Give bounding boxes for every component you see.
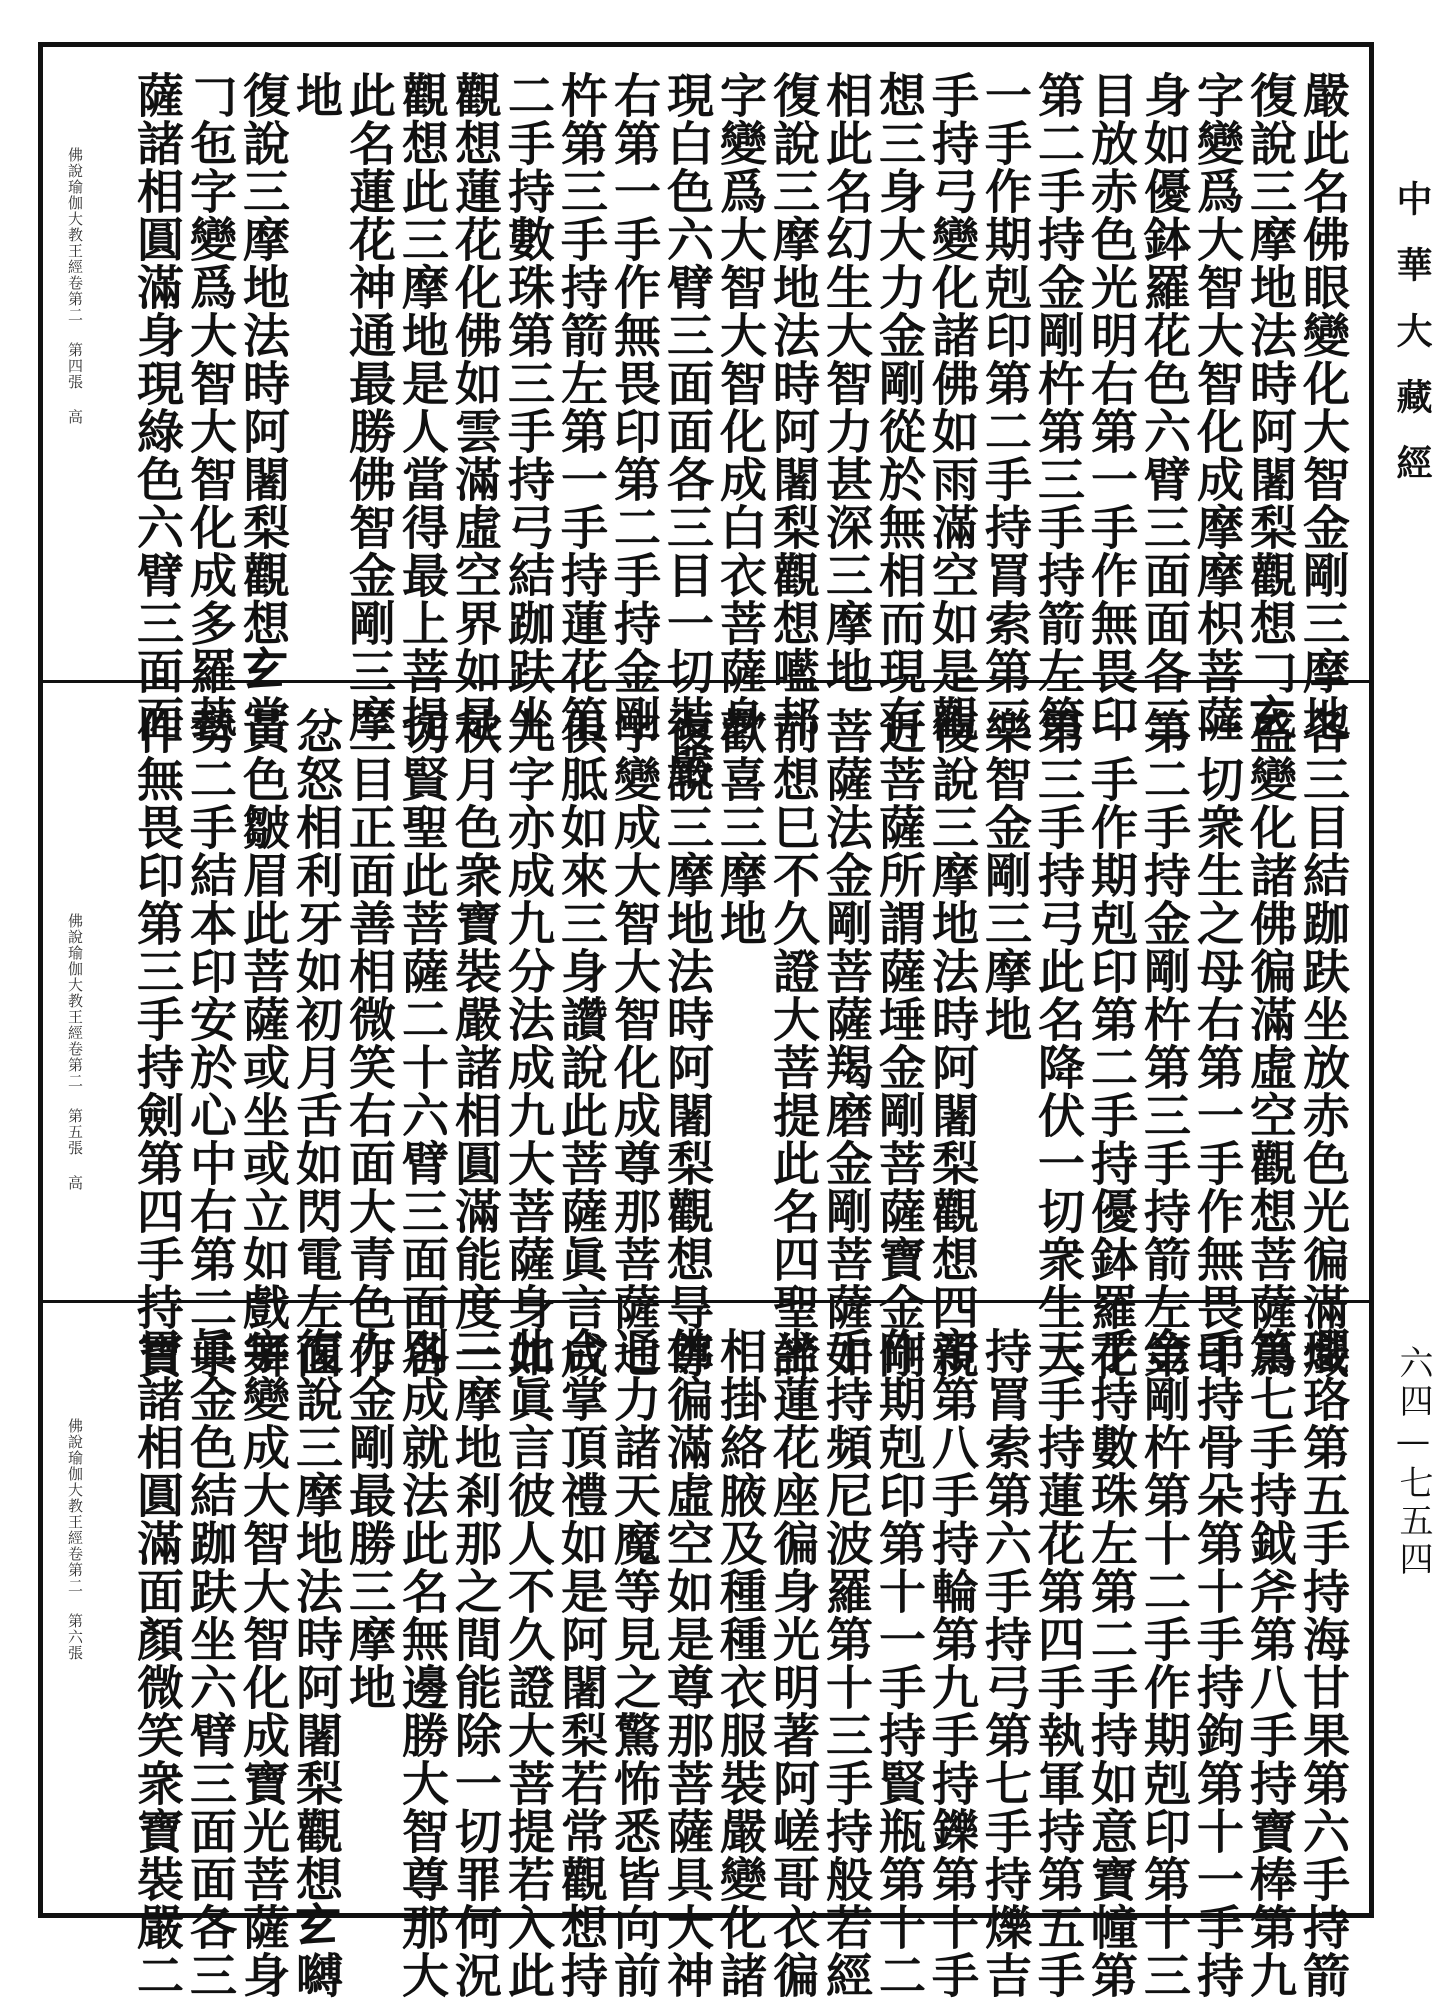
text-column: 合掌頂禮如是阿闍梨若常觀想持 (553, 1327, 608, 1999)
text-column: 帝第八手持輪第九手持鑠第十手 (924, 1327, 979, 1999)
text-column: 第二手持金剛杵第三手持箭左第 (1030, 71, 1085, 743)
text-column: 瓔珞第五手持海甘果第六手持箭 (1295, 1327, 1350, 1999)
text-column: 觀想蓮花化佛如雲滿虛空界如是 (447, 71, 502, 743)
text-column: 眞金色結跏趺坐六臂三面面各三 (182, 1327, 237, 1999)
text-column: 復說三摩地法時阿闍梨觀想𤣥當 (235, 71, 290, 743)
text-column: 字變成大智大智化成寶光菩薩身 (235, 1327, 290, 1999)
text-column: 目諸相圓滿面顏微笑衆寶裝嚴二 (129, 1327, 184, 1999)
text-column: 字變爲大智大智化成摩摩枳菩薩 (1189, 71, 1244, 743)
text-column: 佛徧滿虛空如是尊那菩薩具大神 (659, 1327, 714, 1999)
text-column: 九字亦成九分法成九大菩薩身如 (500, 707, 555, 1379)
text-column: 觀想此三摩地是人當得最上菩提 (394, 71, 449, 743)
text-column: 別成就法此名無邊勝大智尊那大 (394, 1327, 449, 1999)
page-frame (38, 42, 1374, 1999)
text-column: 盛變化諸佛徧滿虛空觀想菩薩爲 (1242, 707, 1297, 1379)
text-column: 復說三摩地法時阿闍梨觀想㝵尊 (659, 707, 714, 1379)
text-column: 黃色皺眉此菩薩或坐或立如戲舞 (235, 707, 290, 1379)
text-column: 持罥索第六手持弓第七手持爍吉 (977, 1327, 1032, 1999)
text-column: 忿怒相利牙如初月舌如閃電左面 (288, 707, 343, 1379)
page-number: 六四—七五四 (1393, 1345, 1433, 1579)
margin-note: 佛說瑜伽大教王經卷第二 第五張 高 (66, 913, 84, 1191)
text-column: 菩薩法金剛菩薩羯磨金剛菩薩如 (818, 707, 873, 1379)
text-column: 金剛杵第十二手作期剋印第十三 (1136, 1327, 1191, 1999)
text-column: 各三目結跏趺坐放赤色光徧滿熾 (1295, 707, 1350, 1379)
text-column: 三目正面善相微笑右面大青色作 (341, 707, 396, 1379)
text-column: 一手作期剋印第二手持優鉢羅花 (1083, 707, 1138, 1379)
margin-note: 佛說瑜伽大教王經卷第二 第六張 (66, 1418, 84, 1661)
text-column: 一切衆生之母右第一手作無畏印 (1189, 707, 1244, 1379)
text-column: 切賢聖此菩薩二十六臂三面面各 (394, 707, 449, 1379)
text-columns (130, 707, 1349, 1379)
text-column: 字變爲大智大智化成白衣菩薩身 (712, 71, 767, 743)
register-1 (43, 47, 1369, 791)
register-2 (43, 683, 1369, 1379)
text-column: 二手持數珠第三手持弓結跏趺坐 (500, 71, 555, 743)
margin-note: 佛說瑜伽大教王經卷第二 第四張 高 (66, 147, 84, 425)
text-column: 通力諸天魔等見之驚怖悉皆向前 (606, 1327, 661, 1999)
text-column: 想三身大力金剛從於無相而現有 (871, 71, 926, 743)
text-column: 相掛絡腋及種種衣服裝嚴變化諸 (712, 1327, 767, 1999)
text-column: 薩諸相圓滿身現綠色六臂三面面 (129, 71, 184, 743)
text-column: 復說三摩地法時阿闍梨觀想㘕邦 (765, 71, 820, 743)
text-column: 第七手持鉞斧第八手持寶棒第九 (1242, 1327, 1297, 1999)
collection-title: 中華大藏經 (1391, 180, 1433, 510)
text-column: 杵第三手持箭左第一手持蓮花第 (553, 71, 608, 743)
text-column: 手持骨朵第十手持鉤第十一手持 (1189, 1327, 1244, 1999)
text-column: 歡喜三摩地 (712, 707, 767, 947)
text-column: 手持數珠左第二手持如意寶幢第 (1083, 1327, 1138, 1999)
text-column: 復說三摩地法時阿闍梨觀想𤣥嚩 (288, 1327, 343, 1999)
text-column: 地 (288, 71, 343, 119)
text-column: 前想巳不久證大菩提此名四聖諦 (765, 707, 820, 1379)
text-column: 作期剋印第十一手持賢瓶第十二 (871, 1327, 926, 1999)
text-column: 作無畏印第三手持劍第四手持寶 (129, 707, 184, 1379)
text-column: 復說三摩地法時阿闍梨觀想𠃌𤣥 (1242, 71, 1297, 743)
text-column: 現白色六臂三面面各三目一切裝嚴 (659, 71, 714, 791)
text-column: 目放赤色光明右第一手作無畏印 (1083, 71, 1138, 743)
text-column: 俱胝如來三身讚說此菩薩眞言成 (553, 707, 608, 1379)
register-3 (43, 1303, 1369, 1999)
text-column: 手持頻尼波羅第十三手持般若經 (818, 1327, 873, 1999)
text-column: 字變成大智大智化成尊那菩薩七 (606, 707, 661, 1379)
text-column: 相此名幻生大智力甚深三摩地 (818, 71, 873, 695)
text-column: 坐蓮花座徧身光明著阿嵯哥衣徧 (765, 1327, 820, 1999)
text-column: 第三手持弓此名降伏一切衆生大 (1030, 707, 1085, 1379)
text-column: 勢二手結本印安於心中右第二手 (182, 707, 237, 1379)
text-column: 近菩薩所謂薩埵金剛菩薩寶金剛 (871, 707, 926, 1379)
text-column: 此眞言彼人不久證大菩提若入此 (500, 1327, 555, 1999)
text-column: 秋月色衆寶裝嚴諸相圓滿能度一 (447, 707, 502, 1379)
text-column: 嚴此名佛眼變化大智金剛三摩地 (1295, 71, 1350, 743)
text-column: 手持弓變化諸佛如雨滿空如是觀 (924, 71, 979, 743)
text-column: 𠃌㐌字變爲大智大智化成多羅菩 (182, 71, 237, 743)
text-column: 身如優鉢羅花色六臂三面面各三 (1136, 71, 1191, 743)
text-column: 樂智金剛三摩地 (977, 707, 1032, 1043)
text-column: 復說三摩地法時阿闍梨觀想四親 (924, 707, 979, 1379)
text-column: 一手作期剋印第二手持罥索第三 (977, 71, 1032, 743)
text-column: 此名蓮花神通最勝佛智金剛三摩 (341, 71, 396, 743)
text-columns (130, 1327, 1349, 1999)
text-column: 三手持蓮花第四手執軍持第五手 (1030, 1327, 1085, 1999)
text-column: 右第一手作無畏印第二手持金剛 (606, 71, 661, 743)
text-column: 第二手持金剛杵第三手持箭左第 (1136, 707, 1191, 1379)
text-column: 力金剛最勝三摩地 (341, 1327, 396, 1711)
text-column: 三摩地剎那之間能除一切罪何況 (447, 1327, 502, 1999)
